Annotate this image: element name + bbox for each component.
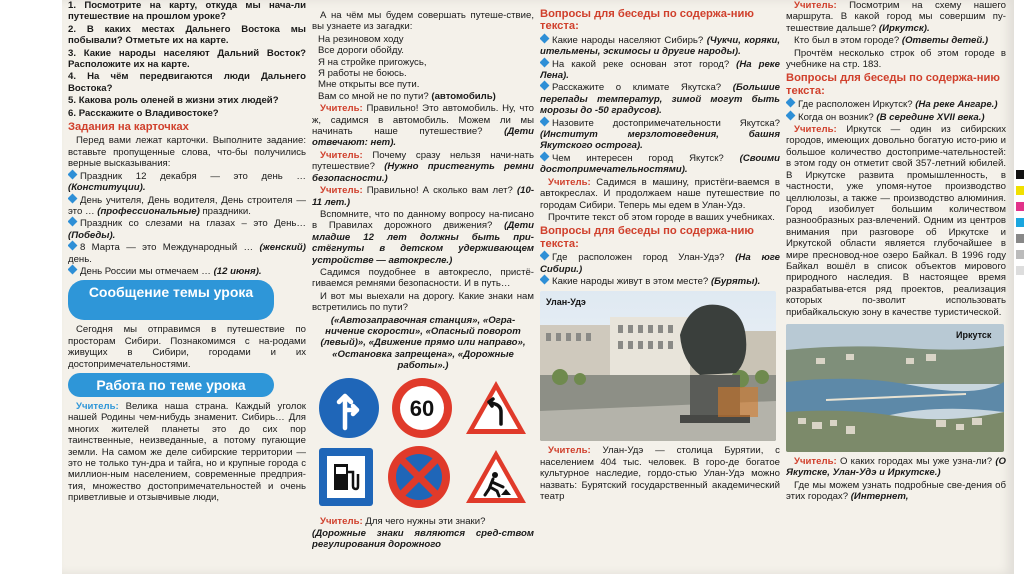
- bullet-item: [540, 252, 780, 275]
- cards-heading: Задания на карточках: [68, 121, 189, 134]
- question-text: Посмотрите на карту, откуда мы нача-ли путешествие на прошлом уроке?: [68, 0, 306, 23]
- bullet-item: [68, 266, 306, 277]
- seat-text: Садимся поудобнее в автокресло, приcтё-гиваемся ремнями безопасности. И в путь…: [312, 266, 534, 290]
- bullet-diamond-icon: [68, 169, 77, 179]
- bullet-diamond-icon: [68, 193, 77, 203]
- magazine-page: [62, 0, 1014, 574]
- teacher-2: [786, 456, 1006, 479]
- bullet-diamond-icon: [540, 274, 549, 284]
- work-pill: Работа по теме урока: [68, 373, 274, 397]
- riddle-line: Я работы не боюсь.: [318, 68, 407, 80]
- column-2: [312, 0, 534, 574]
- teacher-text: О каких городах мы уже узна-ли?: [839, 455, 993, 467]
- ulan-ude-photo: [540, 291, 776, 441]
- bullet-text: Когда он возник?: [798, 111, 874, 123]
- teacher-label: Учитель:: [548, 445, 591, 457]
- bullet-answer: (На реке Лена).: [540, 58, 780, 82]
- question-number: 4.: [68, 71, 77, 83]
- topic-pill: Сообщение темы урока: [68, 280, 274, 320]
- question-item: [68, 24, 306, 47]
- bullet-answer: (Конституции).: [68, 182, 146, 194]
- riddle-line: Я на стройке пригожусь,: [318, 56, 427, 68]
- dangerous-curve-sign-icon: [463, 378, 529, 438]
- question-number: 5.: [68, 95, 77, 107]
- question-number: 2.: [68, 23, 77, 35]
- teacher-text: Иркутск — один из сибирских городов, имеющих довольно богатую исто-рию и большое количество достоприме-чательностей: в этом году он отметит свой 357-летний юбилей. В Иркутске развита промышленность, в частности, уже упомя-нутое производство целлюлозы, а также — производство алюминия. Город изобилует большим количеством разнообразных раз-влечений. Одним из центров внимания при разговоре об Иркутске и Иркутской области является глубочайшее в мире пресновод-ное озеро Байкал. В 1996 году Байкал вошёл в список объектов мирового природного наследия. В настоящее время разрабатыва-ется ряд проектов, реализация которых по-зволит использовать прибайкальскую зону в качестве туристической.: [786, 124, 1006, 318]
- column-3: [540, 0, 780, 574]
- riddle-lines: [312, 34, 534, 91]
- bullet-item: [68, 218, 306, 241]
- answer: (10-11 лет.): [312, 185, 534, 208]
- question-number: 6.: [68, 107, 77, 119]
- riddle-last-line: Вам со мной не по пути?: [318, 90, 429, 102]
- teacher-2: [540, 445, 780, 502]
- color-swatch: [1016, 234, 1024, 243]
- color-swatch: [1016, 170, 1024, 179]
- teacher-text: Посмотрим на схему нашего маршрута. В какой город мы совершим пу-тешествие дальше?: [786, 0, 1006, 34]
- question-item: [68, 0, 306, 23]
- bullet-item: [68, 242, 306, 265]
- question-3: [786, 480, 1006, 503]
- bullet-answer: (Чукчи, коряки, ительмены, эскимосы и другие народы).: [540, 34, 780, 58]
- question-item: [68, 108, 306, 119]
- teacher-label: Учитель:: [320, 103, 363, 115]
- rules-question: [312, 209, 534, 266]
- teacher-text: Улан-Удэ — столица Бурятии, с населением 404 тыс. человек. В горо-де богатое культурное наследие, гордо-стью Улан-Удэ можно назвать: Бурятский государственный академический театр: [540, 445, 780, 502]
- bullet-text: День России мы отмечаем …: [80, 265, 211, 277]
- riddle-answer: (автомобиль): [431, 90, 496, 102]
- teacher-text: Правильно! Это автомобиль. Ну, что ж, садимся в автомобиль. Можем ли мы начинать наше путешествие?: [312, 103, 534, 138]
- bullet-diamond-icon: [540, 33, 549, 43]
- color-swatch: [1016, 250, 1024, 259]
- road-works-sign-icon: [463, 447, 529, 507]
- question-1: [786, 35, 1006, 46]
- riddle-intro: А на чём мы будем совершать путеше-ствие, вы узнаете из загадки:: [312, 10, 534, 33]
- question-item: [68, 48, 306, 71]
- bullet-diamond-icon: [786, 110, 795, 120]
- questions-list-1: [540, 35, 780, 176]
- bullet-text: День учителя, День водителя, День строителя — это …: [68, 194, 306, 217]
- riddle-last: [312, 91, 534, 102]
- signs-answer: («Автозаправочная станция», «Огра-ничение скорости», «Опасный поворот (левый)», «Движение прямо или направо», «Остановка запрещена», «Дорожные работы».): [320, 314, 526, 372]
- color-swatch: [1016, 186, 1024, 195]
- riddle-line: Мне открыты все пути.: [318, 79, 420, 91]
- question-text: Где мы можем узнать подробные све-дения об этих городах?: [786, 479, 1006, 503]
- teacher-label: Учитель:: [320, 515, 363, 527]
- bullet-item: [540, 118, 780, 152]
- teacher-2: [312, 150, 534, 184]
- bullet-item: [540, 153, 780, 176]
- answer: (О Якутске, Улан-Удэ и Иркутске.): [786, 455, 1006, 479]
- teacher-label: Учитель:: [76, 400, 119, 412]
- teacher-1: [312, 103, 534, 149]
- bullet-diamond-icon: [68, 241, 77, 251]
- teacher-label: Учитель:: [548, 176, 591, 188]
- teacher-1: [786, 124, 1006, 318]
- topic-text: Сегодня мы отправимся в путешествие по просторам Сибири. Познакомимся с на-родами живущих в Сибири, городами и их достопримечательностями.: [68, 324, 306, 370]
- bullet-tail: день.: [68, 253, 92, 265]
- cards-intro: Перед вами лежат карточки. Выполните задание: вставьте пропущенные слова, что-бы получились верные высказывания:: [68, 135, 306, 170]
- bullet-diamond-icon: [786, 98, 795, 108]
- question-2: Прочтём несколько строк об этом городе в учебнике на стр. 183.: [786, 47, 1006, 71]
- teacher-3: [312, 185, 534, 208]
- questions-list-2: [540, 252, 780, 287]
- speed-limit-number: 60: [409, 395, 435, 421]
- bullet-answer: (Своими достопримечательностями).: [540, 152, 780, 176]
- bullet-answer: (12 июня).: [213, 265, 262, 277]
- question-text: Кто был в этом городе?: [794, 35, 900, 47]
- bullet-answer: (Институт мерзлотоведения, башня Якутского острога).: [540, 129, 780, 152]
- bullet-text: 8 Марта — это Международный …: [80, 242, 254, 254]
- rules-answer: (Дети младше 12 лет должны быть при-стёгнуты в детском удерживающем устройстве — автокресле.): [312, 220, 534, 266]
- cards-bullets: [68, 171, 306, 278]
- color-swatch: [1016, 218, 1024, 227]
- straight-or-right-sign-icon: [317, 376, 381, 440]
- bullet-diamond-icon: [540, 251, 549, 261]
- question-text: В каких местах Дальнего Востока мы побывали? Отметьте их на карте.: [68, 23, 306, 47]
- bullet-text: Какие народы живут в этом месте?: [552, 275, 709, 287]
- answer: (Нужно пристегнуть ремни безопасности.): [312, 161, 534, 184]
- bullet-answer: (женский): [259, 242, 306, 254]
- question-text: На чём передвигаются люди Дальнего Востока?: [68, 71, 306, 94]
- bullet-diamond-icon: [540, 57, 549, 67]
- questions-heading: Вопросы для беседы по содержа-нию текста:: [786, 72, 1000, 97]
- bullet-text: Где расположен Иркутск?: [798, 99, 913, 111]
- bullet-text: Где расположен город Улан-Удэ?: [552, 252, 725, 264]
- teacher-label: Учитель:: [794, 455, 837, 467]
- teacher-text: Для чего нужны эти знаки?: [365, 515, 486, 527]
- bullet-diamond-icon: [68, 217, 77, 227]
- teacher-1: [540, 177, 780, 211]
- teacher-label: Учитель:: [320, 185, 363, 197]
- irkutsk-photo-image: [786, 324, 1004, 452]
- bullet-answer: (На реке Ангаре.): [915, 99, 998, 111]
- rules-text: Вспомните, что по данному вопросу на-писано в Правилах дорожного движения?: [312, 208, 534, 232]
- bullet-text: Чем интересен город Якутск?: [552, 152, 724, 164]
- bullet-answer: (На юге Сибири.): [540, 252, 780, 275]
- bullet-answer: (Буряты).: [710, 275, 761, 287]
- color-swatch: [1016, 266, 1024, 275]
- read-prompt: Прочтите текст об этом городе в ваших учебниках.: [548, 211, 775, 223]
- column-1: [68, 0, 306, 574]
- bullet-text: Расскажите о климате Якутска?: [552, 82, 722, 94]
- bullet-item: [786, 99, 1006, 110]
- bullet-answer: (Большие перепады температур, зимой могут быть морозы до -50 градусов).: [540, 82, 780, 117]
- riddle-line: На резиновом ходу: [318, 33, 404, 45]
- road-signs-row-2: [312, 444, 534, 510]
- bullet-answer: (профессиональные): [97, 205, 200, 217]
- bullet-item: [540, 82, 780, 116]
- teacher-paragraph: [68, 401, 306, 504]
- teacher-label: Учитель:: [320, 149, 363, 161]
- teacher-label: Учитель:: [794, 124, 837, 136]
- bullet-diamond-icon: [540, 116, 549, 126]
- teacher-0: [786, 0, 1006, 34]
- teacher-text: Правильно! А сколько вам лет?: [366, 185, 513, 197]
- question-text: Расскажите о Владивостоке?: [78, 107, 219, 119]
- bullet-item: [68, 171, 306, 194]
- bullet-item: [68, 195, 306, 218]
- teacher-text: Велика наша страна. Каждый уголок нашей Родины чем-нибудь знаменит. Сибирь… Для многих жителей планеты это до сих пор таинственные, неизведанные, а потому пугающие земли. На самом же деле сибирские территории — это не только тун-дра и тайга, но и крупные города с миллион-ным населением, современные предприя-тия, множество достопримечательностей и очень приветливые и отзывчивые люди,: [68, 400, 306, 504]
- answer: (Интернет,: [850, 491, 909, 503]
- column-4: [786, 0, 1006, 574]
- answer: (Иркутск).: [878, 22, 930, 34]
- road-question: И вот мы выехали на дорогу. Какие знаки нам встретились по пути?: [312, 290, 534, 314]
- no-stopping-sign-icon: [386, 444, 452, 510]
- teacher-label: Учитель:: [794, 0, 837, 11]
- question-number: 1.: [68, 0, 77, 11]
- bullet-text: Какие народы населяют Сибирь?: [552, 34, 704, 46]
- question-item: [68, 71, 306, 94]
- bullet-item: [540, 35, 780, 58]
- bullet-answer: (В середине XVII века.): [876, 111, 985, 123]
- review-questions: [68, 0, 306, 119]
- answer: (Дети отвечают: нет).: [312, 126, 534, 149]
- print-color-strip: [1014, 0, 1024, 574]
- fuel-station-sign-icon: [317, 446, 375, 508]
- bullet-item: [540, 59, 780, 82]
- irkutsk-photo: [786, 324, 1004, 452]
- riddle-line: Все дороги обойду.: [318, 45, 404, 57]
- photo-caption: Улан-Удэ: [546, 297, 586, 308]
- questions-heading-2: Вопросы для беседы по содержа-нию текста:: [540, 225, 754, 250]
- bullet-text: Праздник со слезами на глазах – это День…: [80, 218, 306, 230]
- bullet-item: [540, 276, 780, 287]
- ulan-ude-photo-image: [540, 291, 776, 441]
- answer: (Ответы детей.): [901, 35, 989, 47]
- bullet-text: Назовите достопримечательности Якутска?: [552, 117, 780, 129]
- question-number: 3.: [68, 47, 77, 59]
- teacher-text: Садимся в машину, пристёги-ваемся в автокреслах. И продолжаем наше путешествие по городам Сибири. Теперь мы едем в Улан-Удэ.: [540, 176, 780, 211]
- bullet-diamond-icon: [540, 151, 549, 161]
- questions-heading-1: Вопросы для беседы по содержа-нию текста:: [540, 8, 754, 33]
- bullet-text: Праздник 12 декабря — это день …: [80, 170, 306, 182]
- question-text: Какова роль оленей в жизни этих людей?: [78, 95, 279, 107]
- speed-limit-sign-icon: [390, 376, 454, 440]
- signs-purpose-answer: (Дорожные знаки являются сред-ством регулирования дорожного: [312, 528, 534, 551]
- color-swatch: [1016, 202, 1024, 211]
- questions-list: [786, 99, 1006, 123]
- bullet-diamond-icon: [68, 264, 77, 274]
- photo-caption: Иркутск: [956, 329, 992, 340]
- bullet-diamond-icon: [540, 81, 549, 91]
- teacher-4: [312, 516, 534, 527]
- bullet-tail: праздники.: [199, 205, 251, 217]
- bullet-answer: (Победы).: [68, 229, 116, 241]
- bullet-text: На какой реке основан этот город?: [552, 58, 730, 70]
- bullet-item: [786, 112, 1006, 123]
- question-text: Какие народы населяют Дальний Восток? Расположите их на карте.: [68, 47, 306, 71]
- teacher-text: Почему сразу нельзя начи-нать путешествие?: [312, 149, 534, 173]
- question-item: [68, 95, 306, 106]
- road-signs-row-1: [312, 376, 534, 440]
